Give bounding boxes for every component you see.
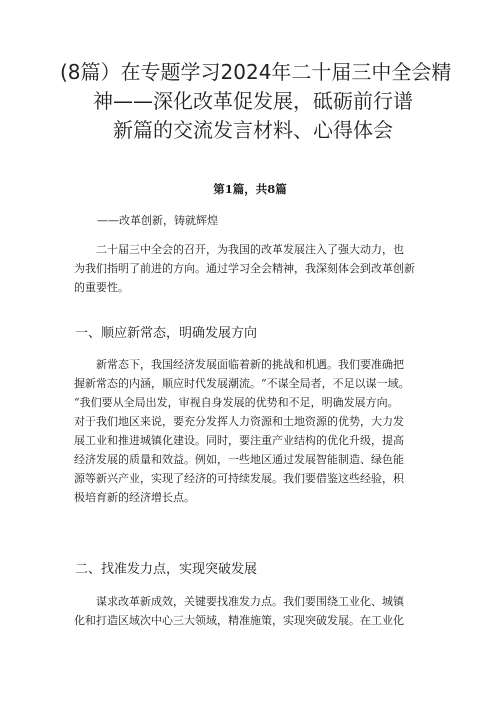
section-heading-1: 一、顺应新常态，明确发展方向 <box>75 326 258 341</box>
subtitle: ——改革创新，铸就辉煌 <box>97 214 218 227</box>
paragraph-line: 新常态下，我国经济发展面临着新的挑战和机遇。我们要准确把 <box>96 358 404 371</box>
paragraph-line: 握新常态的内涵，顺应时代发展潮流。“不谋全局者，不足以谋一域。 <box>74 377 410 390</box>
paragraph-line: 展工业和推进城镇化建设。同时，要注重产业结构的优化升级，提高 <box>74 434 404 447</box>
paragraph-line: 极培育新的经济增长点。 <box>74 491 195 504</box>
paragraph-line: 源等新兴产业，实现了经济的可持续发展。我们要借鉴这些经验，积 <box>74 472 404 485</box>
paragraph-line: 二十届三中全会的召开，为我国的改革发展注入了强大动力，也 <box>96 243 404 256</box>
section-1-paragraph <box>74 355 434 507</box>
title-line: 神——深化改革促发展，砥砺前行谱 <box>93 89 413 113</box>
section-heading-2: 二、找准发力点，实现突破发展 <box>75 562 258 577</box>
paragraph-line: 对于我们地区来说，要充分发挥人力资源和土地资源的优势，大力发 <box>74 415 404 428</box>
paragraph-line: 经济发展的质量和效益。例如，一些地区通过发展智能制造、绿色能 <box>74 453 404 466</box>
title-line: (8篇）在专题学习2024年二十届三中全会精 <box>60 60 452 84</box>
intro-paragraph <box>74 240 434 297</box>
paragraph-line: 的重要性。 <box>74 281 129 294</box>
section-2-paragraph <box>74 592 434 630</box>
paragraph-line: 为我们指明了前进的方向。通过学习全会精神，我深刻体会到改革创新 <box>74 262 415 275</box>
paragraph-line: 化和打造区域次中心三大领域，精准施策，实现突破发展。在工业化 <box>74 614 404 627</box>
document-title <box>60 58 452 145</box>
paragraph-line: 谋求改革新成效，关键要找准发力点。我们要围绕工业化、城镇 <box>96 595 404 608</box>
title-line: 新篇的交流发言材料、心得体会 <box>113 118 393 142</box>
paragraph-line: “我们要从全局出发，审视自身发展的优势和不足，明确发展方向。 <box>74 396 399 409</box>
part-label: 第1篇，共8篇 <box>213 182 287 196</box>
